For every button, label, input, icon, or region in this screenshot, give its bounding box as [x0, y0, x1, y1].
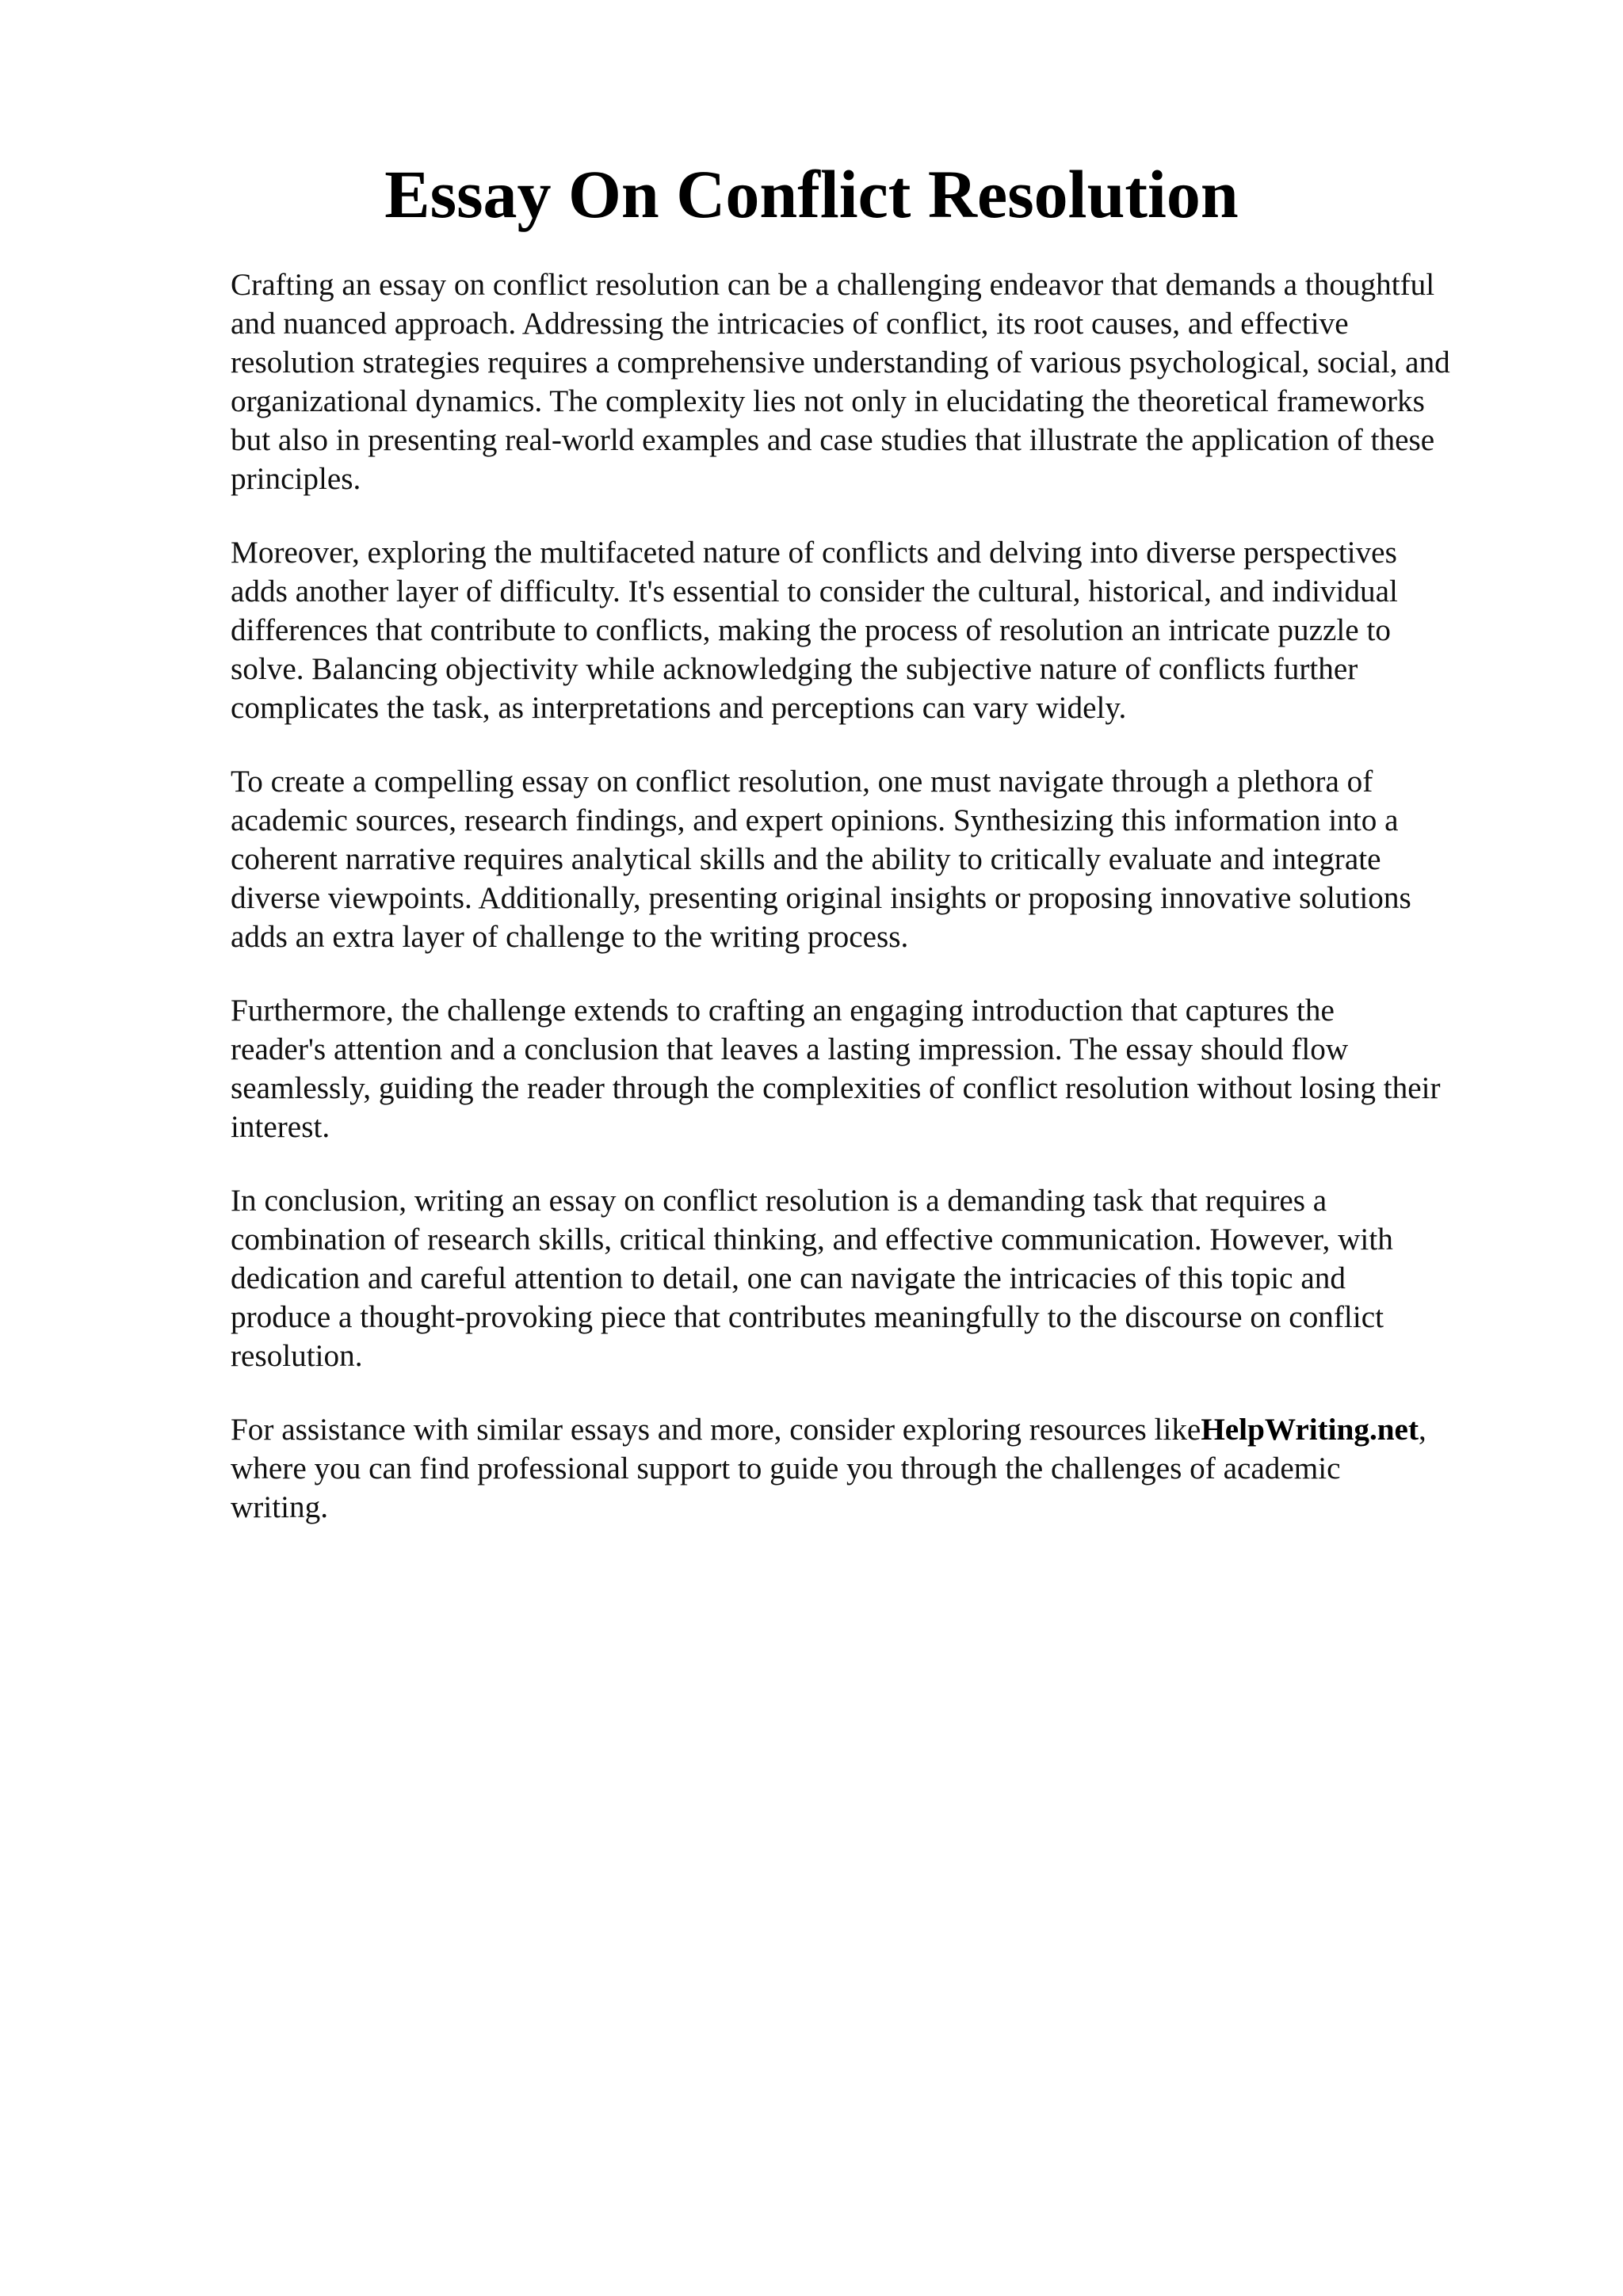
paragraph-line: interest.	[231, 1110, 330, 1144]
paragraph-line: adds another layer of difficulty. It's essential to consider the cultural, historical, and individual	[231, 574, 1398, 608]
paragraph-line: Furthermore, the challenge extends to crafting an engaging introduction that captures the	[231, 994, 1335, 1028]
paragraph-line: dedication and careful attention to detail, one can navigate the intricacies of this topic and	[231, 1261, 1346, 1295]
paragraph-line: resolution.	[231, 1339, 363, 1373]
closing-suffix: ,	[1419, 1413, 1426, 1447]
paragraph-4	[231, 991, 1530, 1146]
document-title: Essay On Conflict Resolution	[384, 156, 1239, 232]
paragraph-line: diverse viewpoints. Additionally, presenting original insights or proposing innovative solutions	[231, 881, 1411, 915]
closing-line-2: where you can find professional support to guide you through the challenges of academic	[231, 1451, 1341, 1486]
paragraph-line: Crafting an essay on conflict resolution can be a challenging endeavor that demands a thoughtful	[231, 268, 1435, 302]
paragraph-line: Moreover, exploring the multifaceted nature of conflicts and delving into diverse perspectives	[231, 536, 1397, 570]
paragraph-line: and nuanced approach. Addressing the intricacies of conflict, its root causes, and effective	[231, 307, 1349, 341]
paragraph-line: combination of research skills, critical thinking, and effective communication. However, with	[231, 1222, 1393, 1257]
paragraph-line: organizational dynamics. The complexity lies not only in elucidating the theoretical frameworks	[231, 384, 1425, 418]
paragraph-line: differences that contribute to conflicts, making the process of resolution an intricate puzzle to	[231, 613, 1391, 647]
paragraph-line: To create a compelling essay on conflict resolution, one must navigate through a plethora of	[231, 765, 1373, 799]
paragraph-line: reader's attention and a conclusion that leaves a lasting impression. The essay should flow	[231, 1032, 1349, 1066]
closing-prefix: For assistance with similar essays and more, consider exploring resources like	[231, 1413, 1201, 1447]
paragraph-1	[231, 265, 1530, 498]
paragraph-5	[231, 1181, 1530, 1375]
paragraph-line: produce a thought-provoking piece that contributes meaningfully to the discourse on conflict	[231, 1300, 1384, 1334]
paragraph-line: solve. Balancing objectivity while acknowledging the subjective nature of conflicts further	[231, 652, 1358, 686]
closing-line-1	[231, 1410, 1530, 1449]
paragraph-3	[231, 762, 1530, 956]
helpwriting-link[interactable]: HelpWriting.net	[1201, 1413, 1419, 1447]
paragraph-line: principles.	[231, 462, 361, 496]
paragraph-line: seamlessly, guiding the reader through the complexities of conflict resolution without losing their	[231, 1071, 1441, 1105]
paragraph-line: In conclusion, writing an essay on conflict resolution is a demanding task that requires a	[231, 1184, 1327, 1218]
closing-line-3: writing.	[231, 1490, 328, 1524]
paragraph-line: resolution strategies requires a comprehensive understanding of various psychological, social, and	[231, 345, 1450, 379]
paragraph-line: academic sources, research findings, and expert opinions. Synthesizing this information into a	[231, 803, 1399, 837]
paragraph-line: coherent narrative requires analytical skills and the ability to critically evaluate and integrate	[231, 842, 1381, 876]
paragraph-line: complicates the task, as interpretations and perceptions can vary widely.	[231, 691, 1127, 725]
essay-body	[231, 265, 1530, 1562]
closing-paragraph	[231, 1410, 1530, 1527]
paragraph-line: adds an extra layer of challenge to the writing process.	[231, 920, 909, 954]
paragraph-line: but also in presenting real-world examples and case studies that illustrate the application of these	[231, 423, 1435, 457]
paragraph-2	[231, 533, 1530, 727]
